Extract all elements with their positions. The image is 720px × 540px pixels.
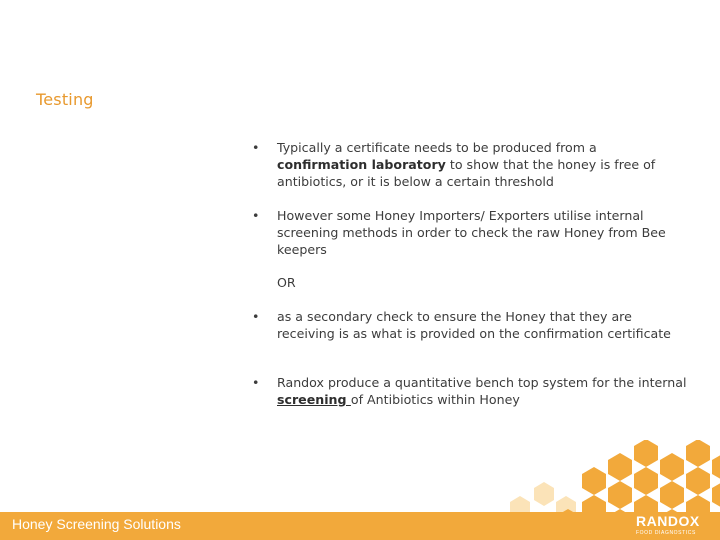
bullet-dot: •	[252, 208, 260, 223]
footer-title: Honey Screening Solutions	[12, 516, 181, 532]
underlined-term: screening	[277, 392, 351, 407]
bullet-text: as a secondary check to ensure the Honey that they are receiving is as what is provided on the confirmation certificate	[277, 309, 671, 341]
bullet-text	[277, 139, 687, 190]
bullet-text: However some Honey Importers/ Exporters utilise internal screening methods in order to check the raw Honey from Bee keepers	[277, 208, 666, 257]
randox-logo: RANDOX	[636, 513, 700, 529]
bullet-text	[277, 374, 687, 408]
or-text: OR	[277, 275, 296, 290]
bold-term: confirmation laboratory	[277, 157, 446, 172]
bullet-text-part: Randox produce a quantitative bench top system for the internal	[277, 375, 687, 390]
bullet-dot: •	[252, 309, 260, 324]
bullet-text-part: of Antibiotics within Honey	[350, 392, 520, 407]
bullet-text-part: Typically a certificate needs to be produced from a	[277, 140, 597, 155]
bullet-dot: •	[252, 375, 260, 390]
bullet-dot: •	[252, 140, 260, 155]
bullet-text-part: to show that the honey is free of antibiotics, or it is below a certain threshold	[277, 157, 656, 189]
slide-title: Testing	[36, 90, 94, 109]
randox-logo-subtitle: FOOD DIAGNOSTICS	[636, 530, 696, 536]
